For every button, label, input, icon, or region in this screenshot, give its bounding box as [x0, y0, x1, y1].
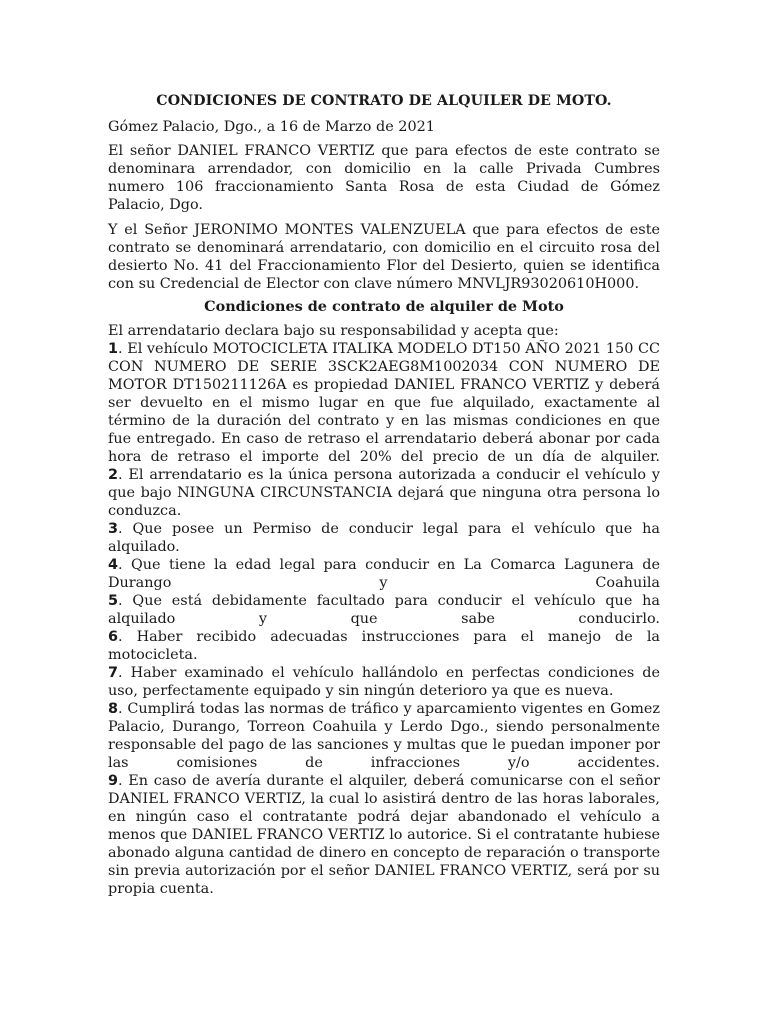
clause-9-line: en ningún caso el contratante podrá dejar abandonado el vehículo a	[108, 809, 660, 825]
clause-2-number: 2	[108, 467, 119, 483]
paragraph-arrendatario-line: con su Credencial de Elector con clave número MNVLJR93020610H000.	[108, 276, 640, 292]
clause-1-line: hora de retraso el importe del 20% del precio de un día de alquiler.	[108, 449, 660, 465]
clause-4-number: 4	[108, 557, 119, 573]
clause-7-line: 7. Haber examinado el vehículo hallándolo en perfectas condiciones de	[108, 665, 660, 681]
clause-3-line: alquilado.	[108, 539, 180, 555]
place-date: Gómez Palacio, Dgo., a 16 de Marzo de 2021	[108, 119, 435, 135]
clause-3-line: 3. Que posee un Permiso de conducir legal para el vehículo que ha	[108, 521, 660, 537]
clause-6-line: motocicleta.	[108, 647, 198, 663]
clause-5-line: alquilado y que sabe conducirlo.	[108, 611, 660, 627]
paragraph-arrendador-line: Palacio, Dgo.	[108, 197, 204, 213]
clause-9-line: menos que DANIEL FRANCO VERTIZ lo autorice. Si el contratante hubiese	[108, 827, 660, 843]
clause-8-line: 8. Cumplirá todas las normas de tráfico y aparcamiento vigentes en Gomez	[108, 701, 660, 717]
clause-1-line: término de la duración del contrato y en las mismas condiciones en que	[108, 413, 660, 429]
clause-9-line: 9. En caso de avería durante el alquiler, deberá comunicarse con el señor	[108, 773, 660, 789]
clause-3-number: 3	[108, 521, 119, 537]
clause-1-line: fue entregado. En caso de retraso el arrendatario deberá abonar por cada	[108, 431, 660, 447]
clause-1-line: MOTOR DT150211126A es propiedad DANIEL FRANCO VERTIZ y deberá	[108, 377, 660, 393]
intro-statement: El arrendatario declara bajo su responsabilidad y acepta que:	[108, 323, 559, 339]
clause-9-line: propia cuenta.	[108, 881, 214, 897]
document-title: CONDICIONES DE CONTRATO DE ALQUILER DE MOTO.	[156, 93, 612, 109]
section-subtitle: Condiciones de contrato de alquiler de Moto	[204, 298, 564, 315]
clause-4-line: 4. Que tiene la edad legal para conducir en La Comarca Lagunera de	[108, 557, 660, 573]
clause-9-line: sin previa autorización por el señor DANIEL FRANCO VERTIZ, será por su	[108, 863, 660, 879]
paragraph-arrendatario-line: contrato se denominará arrendatario, con domicilio en el circuito rosa del	[108, 240, 660, 256]
clause-6-number: 6	[108, 629, 119, 645]
paragraph-arrendatario-line: Y el Señor JERONIMO MONTES VALENZUELA que para efectos de este	[108, 222, 660, 238]
clause-8-number: 8	[108, 701, 119, 717]
clause-7-number: 7	[108, 665, 119, 681]
paragraph-arrendador-line: El señor DANIEL FRANCO VERTIZ que para efectos de este contrato se	[108, 143, 660, 159]
paragraph-arrendatario-line: desierto No. 41 del Fraccionamiento Flor del Desierto, quien se identifica	[108, 258, 660, 274]
clause-1-line: ser devuelto en el mismo lugar en que fue alquilado, exactamente al	[108, 395, 660, 411]
clause-5-line: 5. Que está debidamente facultado para conducir el vehículo que ha	[108, 593, 660, 609]
clause-8-line: responsable del pago de las sanciones y multas que le puedan imponer por	[108, 737, 660, 753]
clause-6-line: 6. Haber recibido adecuadas instrucciones para el manejo de la	[108, 629, 660, 645]
clause-5-number: 5	[108, 593, 119, 609]
clause-8-line: Palacio, Durango, Torreon Coahuila y Lerdo Dgo., siendo personalmente	[108, 719, 660, 735]
clause-7-line: uso, perfectamente equipado y sin ningún deterioro ya que es nueva.	[108, 683, 614, 699]
clause-8-line: las comisiones de infracciones y/o accidentes.	[108, 755, 660, 771]
clause-4-line: Durango y Coahuila	[108, 575, 660, 591]
clause-1-line: CON NUMERO DE SERIE 3SCK2AEG8M1002034 CON NUMERO DE	[108, 359, 660, 375]
clause-1-line: 1. El vehículo MOTOCICLETA ITALIKA MODELO DT150 AÑO 2021 150 CC	[108, 341, 660, 357]
clause-1-number: 1	[108, 341, 119, 357]
clause-9-line: abonado alguna cantidad de dinero en concepto de reparación o transporte	[108, 845, 661, 861]
clause-2-line: 2. El arrendatario es la única persona autorizada a conducir el vehículo y	[108, 467, 660, 483]
clause-2-line: que bajo NINGUNA CIRCUNSTANCIA dejará que ninguna otra persona lo	[108, 485, 660, 501]
clause-2-line: conduzca.	[108, 503, 182, 519]
clause-9-number: 9	[108, 773, 119, 789]
clause-9-line: DANIEL FRANCO VERTIZ, la cual lo asistirá dentro de las horas laborales,	[108, 791, 660, 807]
paragraph-arrendador-line: denominara arrendador, con domicilio en la calle Privada Cumbres	[108, 161, 660, 177]
paragraph-arrendador-line: numero 106 fraccionamiento Santa Rosa de esta Ciudad de Gómez	[108, 179, 660, 195]
